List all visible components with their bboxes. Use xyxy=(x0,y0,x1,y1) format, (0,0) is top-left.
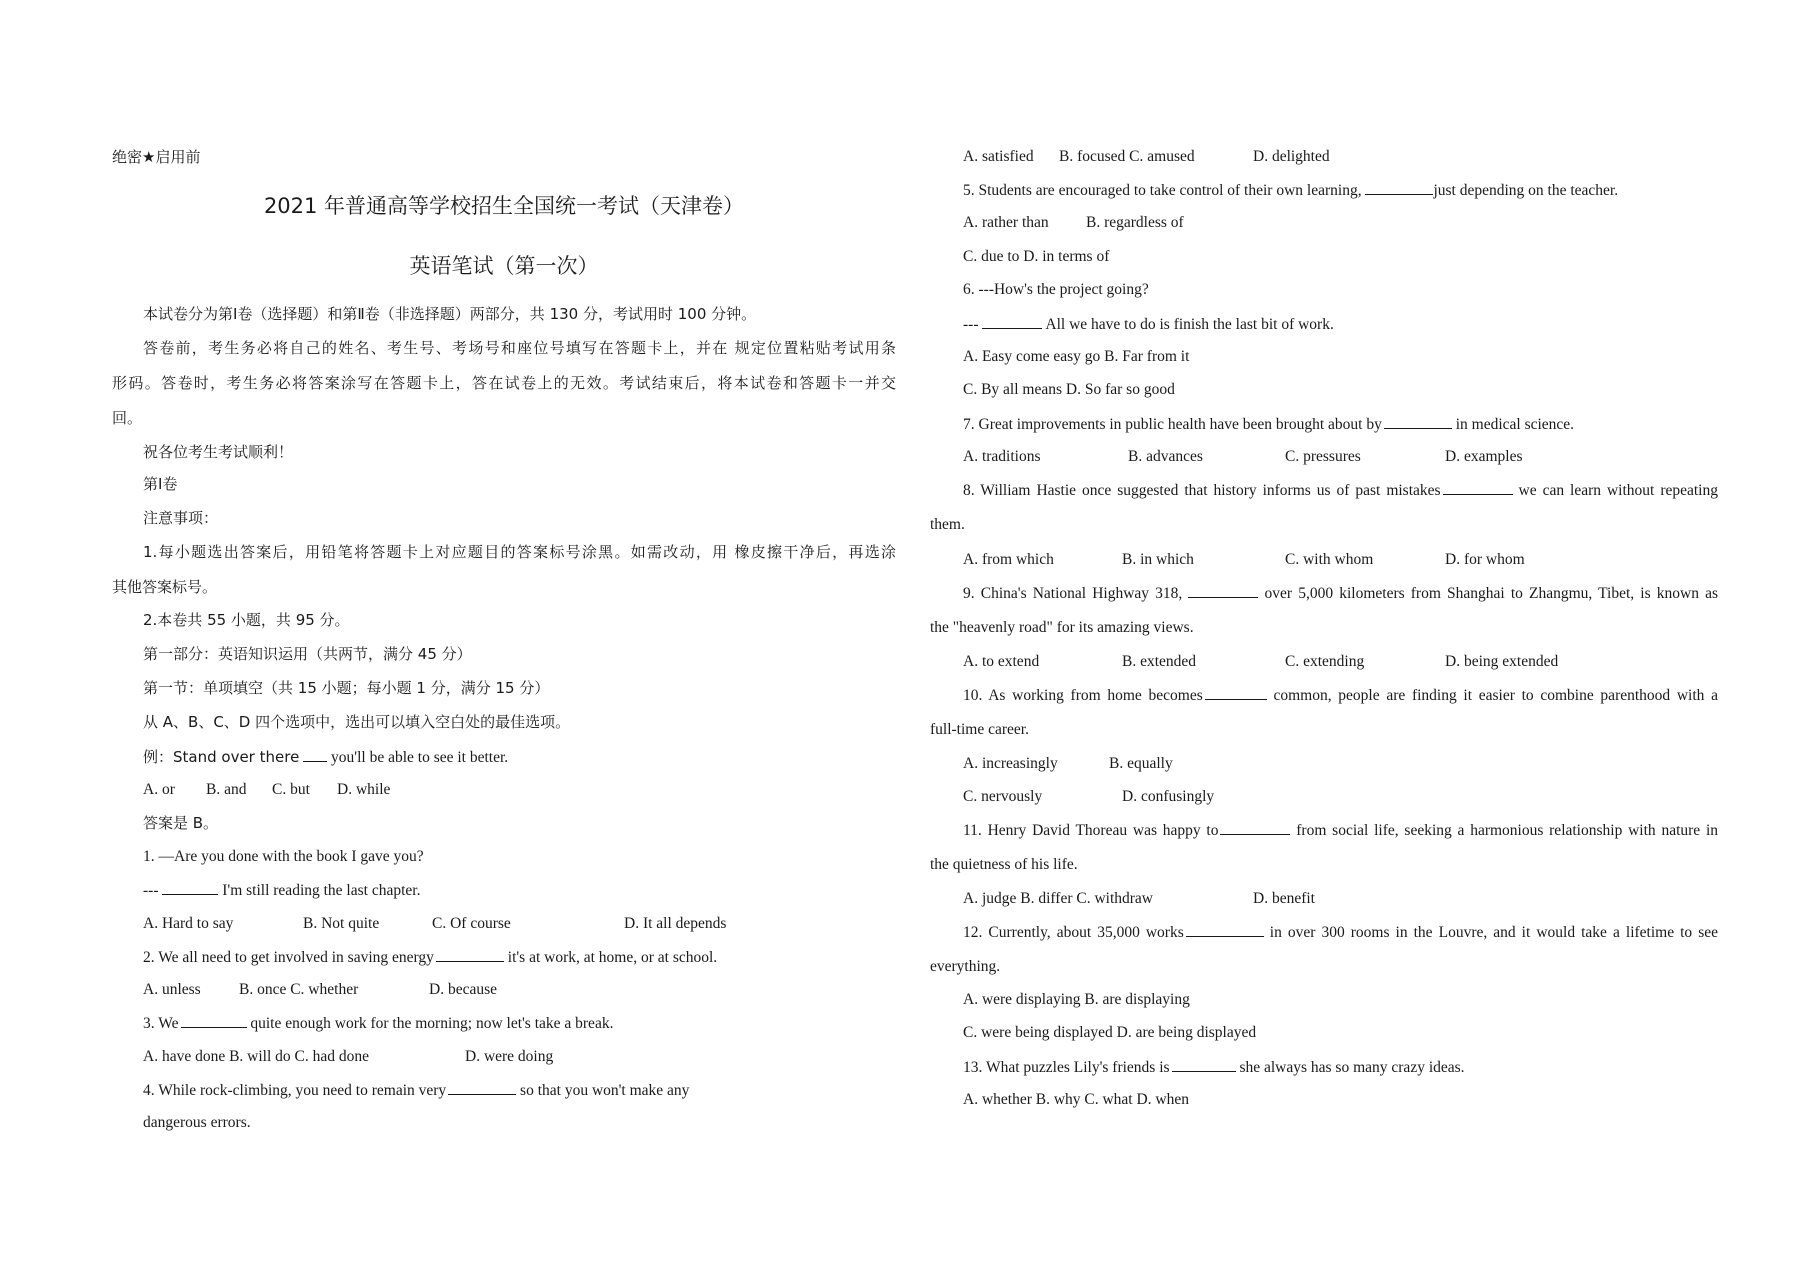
question-4-post: so that you won't make any xyxy=(520,1082,690,1099)
answer-blank xyxy=(436,947,504,962)
answer-blank xyxy=(1188,583,1258,598)
answer-blank xyxy=(982,314,1042,329)
intro-paragraph-2a: 答卷前，考生务必将自己的姓名、考生号、考场号和座位号填写在答题卡上，并在 规定位置粘贴考试用条 xyxy=(143,339,896,357)
answer-blank xyxy=(181,1013,247,1028)
question-6-options-a: A. Easy come easy go B. Far from it xyxy=(963,348,1190,365)
option-c: C. nervously xyxy=(963,788,1043,805)
question-9-stem-cont: the "heavenly road" for its amazing views. xyxy=(930,619,1194,636)
question-5-post: just depending on the teacher. xyxy=(1433,182,1619,199)
option-b: B. advances xyxy=(1128,448,1203,465)
option-b: B. Not quite xyxy=(303,915,380,932)
answer-blank xyxy=(162,880,218,895)
answer-blank xyxy=(1443,480,1513,495)
option-d: D. were doing xyxy=(465,1048,554,1065)
option-b: B. extended xyxy=(1122,653,1197,670)
option-b-c: B. focused C. amused xyxy=(1059,148,1195,165)
option-d: D. It all depends xyxy=(624,915,727,932)
question-6-reply-post: All we have to do is finish the last bit of work. xyxy=(1045,316,1334,333)
question-1-stem: 1. —Are you done with the book I gave you? xyxy=(143,848,424,865)
question-12-stem-cont: everything. xyxy=(930,958,1001,975)
intro-paragraph-1: 本试卷分为第Ⅰ卷（选择题）和第Ⅱ卷（非选择题）两部分，共 130 分，考试用时 100 分钟。 xyxy=(143,305,757,323)
option-d: D. benefit xyxy=(1253,890,1315,907)
option-d: D. for whom xyxy=(1445,551,1525,568)
question-12-stem xyxy=(963,922,1718,943)
option-d: D. being extended xyxy=(1445,653,1559,670)
answer-blank xyxy=(448,1080,516,1095)
question-6-reply-pre: --- xyxy=(963,316,979,333)
answer-blank xyxy=(1365,180,1433,195)
secret-label: 绝密★启用前 xyxy=(112,148,201,166)
answer-blank xyxy=(303,747,327,762)
option-a: A. rather than xyxy=(963,214,1049,231)
question-3-post: quite enough work for the morning; now let's take a break. xyxy=(250,1015,614,1032)
question-2-stem xyxy=(143,947,717,968)
part-heading: 第一部分：英语知识运用（共两节，满分 45 分） xyxy=(143,645,472,663)
note-2: 2.本卷共 55 小题，共 95 分。 xyxy=(143,611,350,629)
question-11-stem xyxy=(963,820,1718,841)
question-6-stem: 6. ---How's the project going? xyxy=(963,281,1149,298)
option-d: D. because xyxy=(429,981,497,998)
note-1b: 其他答案标号。 xyxy=(112,578,218,596)
question-12-options-a: A. were displaying B. are displaying xyxy=(963,991,1190,1008)
exam-subtitle: 英语笔试（第一次） xyxy=(409,254,599,278)
example-question-pre: 例：Stand over there xyxy=(143,748,300,766)
option-b: B. equally xyxy=(1109,755,1173,772)
example-question xyxy=(143,747,508,768)
question-7-pre: 7. Great improvements in public health have been brought about by xyxy=(963,416,1382,433)
option-a: A. Hard to say xyxy=(143,915,234,932)
question-5-pre: 5. Students are encouraged to take control of their own learning, xyxy=(963,182,1362,199)
question-1-reply xyxy=(143,880,420,901)
intro-paragraph-2c: 回。 xyxy=(112,409,143,427)
note-1a: 1.每小题选出答案后，用铅笔将答题卡上对应题目的答案标号涂黑。如需改动，用 橡皮擦干净后，再选涂 xyxy=(143,543,896,561)
question-12-post: in over 300 rooms in the Louvre, and it would take a lifetime to see xyxy=(1269,924,1719,941)
option-a: A. increasingly xyxy=(963,755,1058,772)
option-b-c: B. once C. whether xyxy=(239,981,359,998)
question-12-options-b: C. were being displayed D. are being displayed xyxy=(963,1024,1257,1041)
notice-heading: 注意事项： xyxy=(143,509,219,527)
question-8-post: we can learn without repeating xyxy=(1518,482,1718,499)
question-10-stem xyxy=(963,685,1718,706)
question-6-options-b: C. By all means D. So far so good xyxy=(963,381,1175,398)
question-11-pre: 11. Henry David Thoreau was happy to xyxy=(963,822,1219,839)
answer-blank xyxy=(1384,414,1452,429)
section-heading: 第一节：单项填空（共 15 小题；每小题 1 分，满分 15 分） xyxy=(143,679,550,697)
option-c: C. but xyxy=(272,781,310,798)
intro-paragraph-2b: 形码。答卷时，考生务必将答案涂写在答题卡上，答在试卷上的无效。考试结束后，将本试卷和答题卡一并交 xyxy=(112,374,896,392)
answer-blank xyxy=(1186,922,1264,937)
option-a: A. from which xyxy=(963,551,1054,568)
question-6-reply xyxy=(963,314,1334,335)
option-d: D. confusingly xyxy=(1122,788,1215,805)
example-question-post: you'll be able to see it better. xyxy=(331,749,509,766)
question-4-stem-cont: dangerous errors. xyxy=(143,1114,251,1131)
wish-line: 祝各位考生考试顺利！ xyxy=(143,443,294,461)
question-3-pre: 3. We xyxy=(143,1015,179,1032)
question-13-options: A. whether B. why C. what D. when xyxy=(963,1091,1190,1108)
option-b: B. and xyxy=(206,781,247,798)
volume-heading: 第Ⅰ卷 xyxy=(143,475,178,493)
option-d: D. examples xyxy=(1445,448,1523,465)
question-8-pre: 8. William Hastie once suggested that history informs us of past mistakes xyxy=(963,482,1441,499)
answer-blank xyxy=(1172,1057,1236,1072)
question-3-stem xyxy=(143,1013,613,1034)
option-c: C. with whom xyxy=(1285,551,1374,568)
question-9-post: over 5,000 kilometers from Shanghai to Zhangmu, Tibet, is known as xyxy=(1264,585,1718,602)
option-b: B. in which xyxy=(1122,551,1194,568)
question-13-stem xyxy=(963,1057,1465,1078)
option-b: B. regardless of xyxy=(1086,214,1184,231)
question-1-reply-post: I'm still reading the last chapter. xyxy=(222,882,421,899)
question-8-stem xyxy=(963,480,1718,501)
option-c: C. Of course xyxy=(432,915,511,932)
question-11-stem-cont: the quietness of his life. xyxy=(930,856,1078,873)
question-5-options-b: C. due to D. in terms of xyxy=(963,248,1110,265)
option-a-b-c: A. have done B. will do C. had done xyxy=(143,1048,370,1065)
question-11-post: from social life, seeking a harmonious relationship with nature in xyxy=(1296,822,1718,839)
question-2-pre: 2. We all need to get involved in saving energy xyxy=(143,949,434,966)
question-8-stem-cont: them. xyxy=(930,516,965,533)
question-10-pre: 10. As working from home becomes xyxy=(963,687,1203,704)
question-4-stem xyxy=(143,1080,689,1101)
question-13-pre: 13. What puzzles Lily's friends is xyxy=(963,1059,1170,1076)
exam-title: 2021 年普通高等学校招生全国统一考试（天津卷） xyxy=(263,194,745,218)
answer-blank xyxy=(1220,820,1290,835)
question-10-stem-cont: full-time career. xyxy=(930,721,1029,738)
option-d: D. delighted xyxy=(1253,148,1330,165)
option-a: A. to extend xyxy=(963,653,1040,670)
question-13-post: she always has so many crazy ideas. xyxy=(1239,1059,1465,1076)
question-5-stem xyxy=(963,180,1618,201)
option-a: A. unless xyxy=(143,981,201,998)
question-4-pre: 4. While rock-climbing, you need to remain very xyxy=(143,1082,447,1099)
question-9-stem xyxy=(963,583,1718,604)
instruction: 从 A、B、C、D 四个选项中，选出可以填入空白处的最佳选项。 xyxy=(143,713,571,731)
answer-blank xyxy=(1205,685,1267,700)
option-a: A. satisfied xyxy=(963,148,1034,165)
option-a-b-c: A. judge B. differ C. withdraw xyxy=(963,890,1153,907)
question-7-post: in medical science. xyxy=(1455,416,1575,433)
question-9-pre: 9. China's National Highway 318, xyxy=(963,585,1183,602)
option-c: C. extending xyxy=(1285,653,1365,670)
question-2-post: it's at work, at home, or at school. xyxy=(507,949,718,966)
question-1-reply-pre: --- xyxy=(143,882,159,899)
option-d: D. while xyxy=(337,781,391,798)
question-7-stem xyxy=(963,414,1574,435)
example-answer: 答案是 B。 xyxy=(143,814,219,832)
question-10-post: common, people are finding it easier to combine parenthood with a xyxy=(1273,687,1719,704)
option-c: C. pressures xyxy=(1285,448,1361,465)
option-a: A. or xyxy=(143,781,175,798)
question-12-pre: 12. Currently, about 35,000 works xyxy=(963,924,1184,941)
option-a: A. traditions xyxy=(963,448,1041,465)
